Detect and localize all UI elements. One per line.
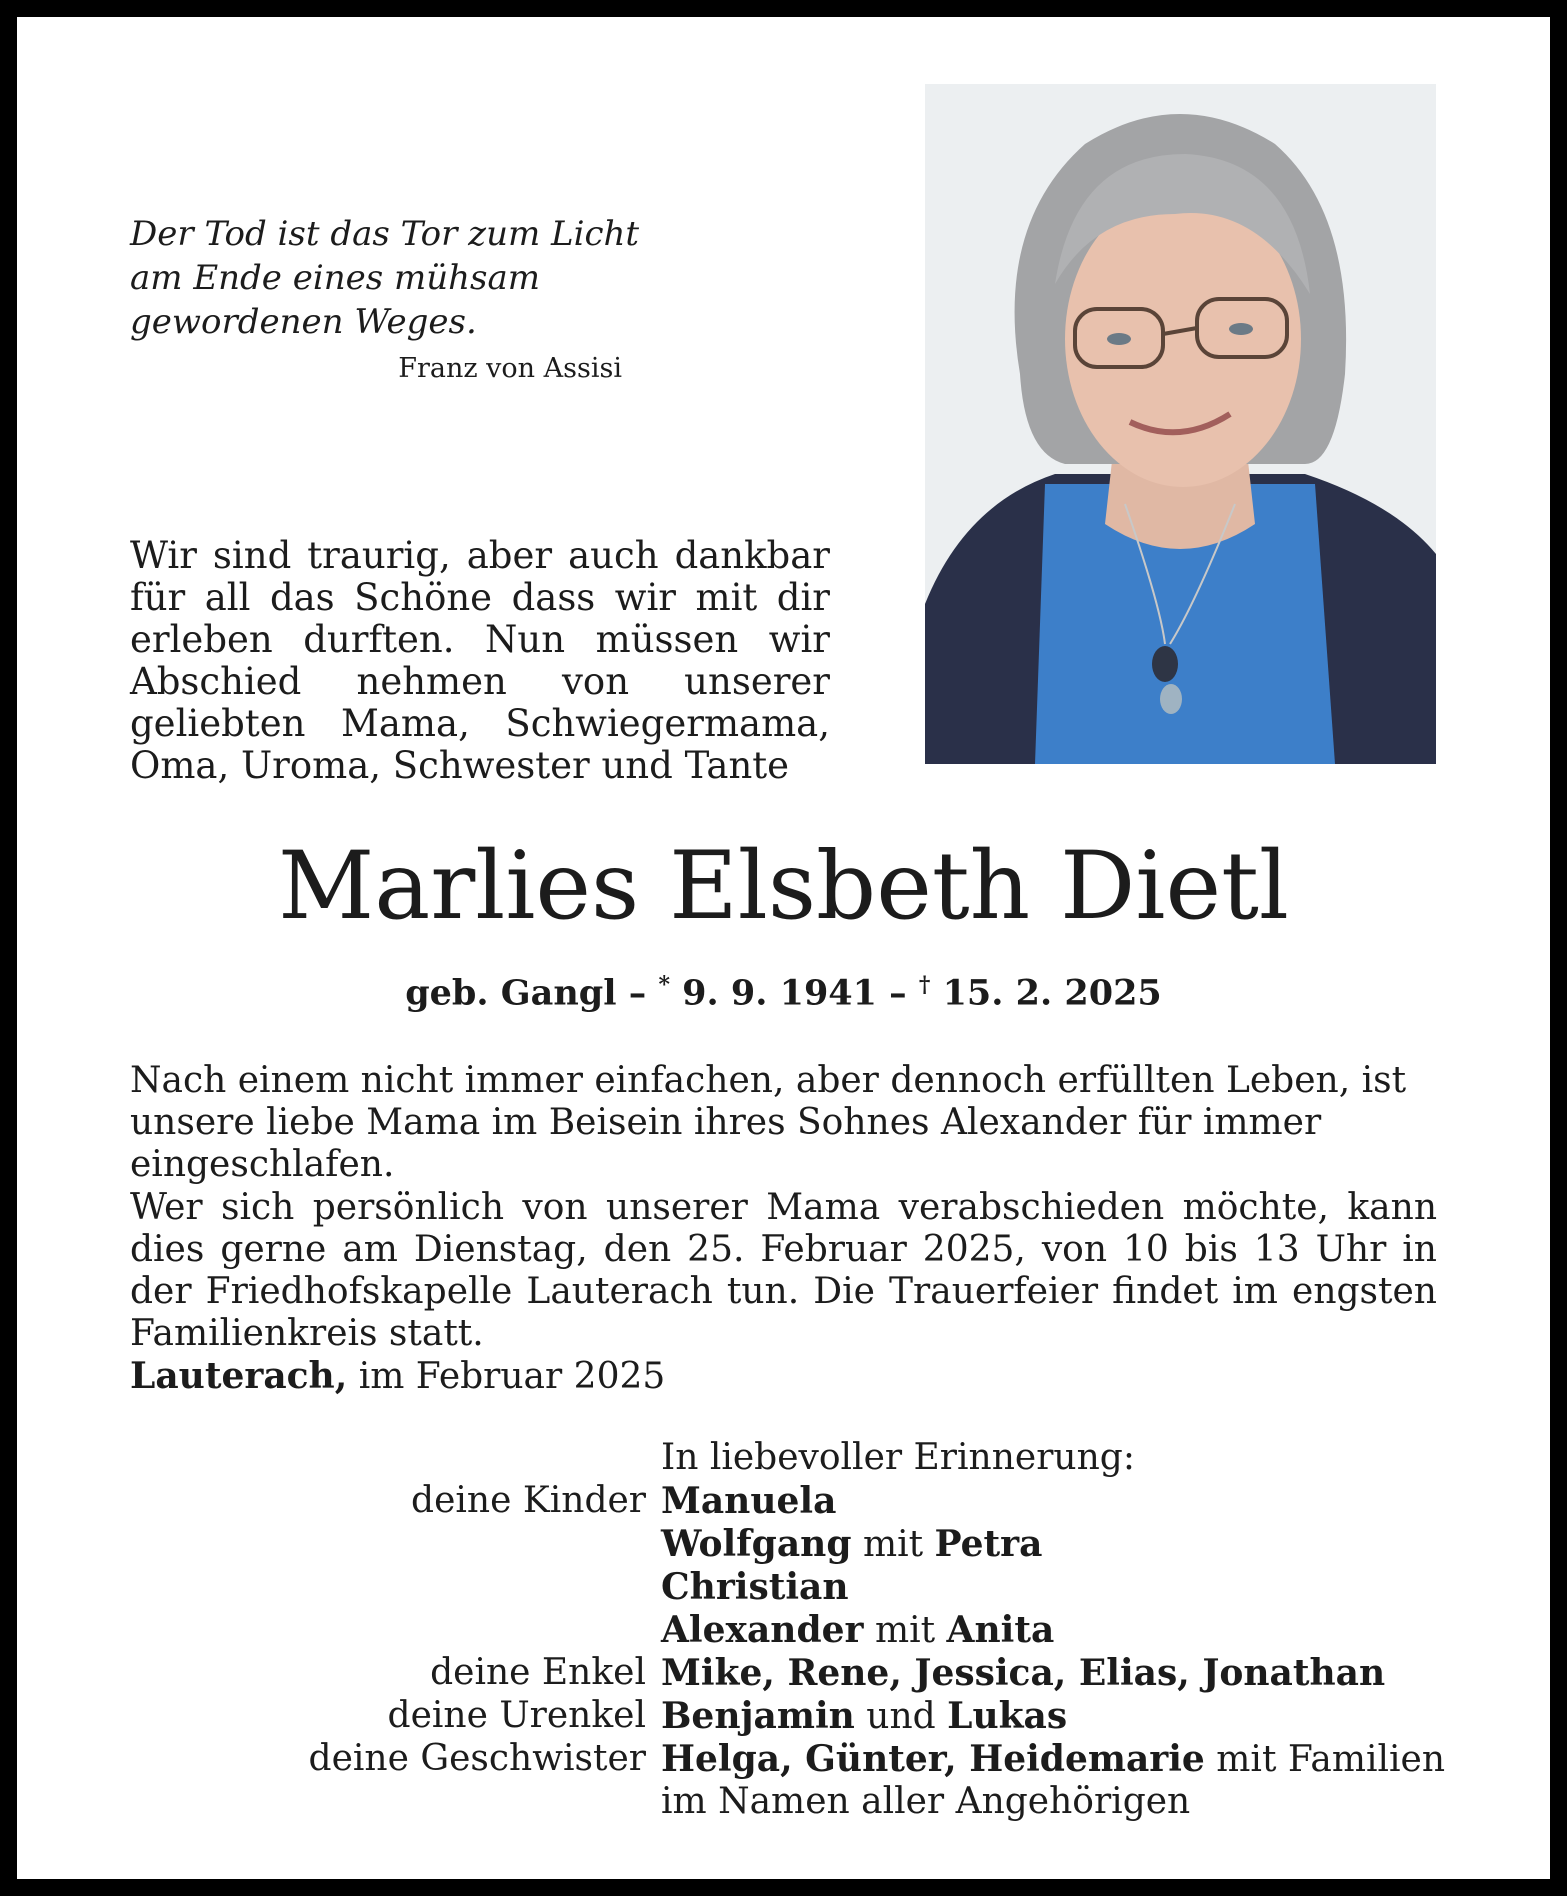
- deceased-name: Marlies Elsbeth Dietl: [278, 832, 1289, 941]
- mourner-connector: mit: [851, 1524, 935, 1565]
- mourner-names: [661, 1480, 1470, 1523]
- mourner-names: [661, 1523, 1470, 1566]
- life-dates: [17, 972, 1550, 1014]
- mourner-row: [130, 1695, 1470, 1738]
- mourner-names: [661, 1609, 1470, 1652]
- mourner-relation: deine Kinder: [411, 1480, 646, 1521]
- separator: –: [616, 972, 659, 1014]
- mourner-relation: deine Enkel: [430, 1652, 646, 1693]
- body-paragraph-2: Wer sich persönlich von unserer Mama verabschieden möchte, kann dies gerne am Dienstag, den 25. Februar 2025, von 10 bis 13 Uhr in der Friedhofskapelle Lauterach tun. Die Trauerfeier findet im engsten Familienkreis statt.: [130, 1187, 1437, 1354]
- place-date: [130, 1355, 665, 1397]
- mourner-name: Petra: [934, 1523, 1043, 1565]
- mourner-names: [661, 1738, 1470, 1781]
- mourner-connector: mit: [863, 1610, 947, 1651]
- birth-symbol: *: [658, 972, 670, 998]
- mourner-names: [661, 1566, 1470, 1609]
- intro-text: Wir sind traurig, aber auch dankbar für all das Schöne dass wir mit dir erleben durften. Nun müssen wir Abschied nehmen von unserer geliebten Mama, Schwiegermama, Oma, Uroma, Schwester und Tante: [130, 534, 830, 787]
- mourner-name: Mike, Rene, Jessica, Elias, Jonathan: [661, 1652, 1386, 1694]
- obituary-page: [17, 17, 1550, 1879]
- remembrance-heading: In liebevoller Erinnerung:: [661, 1437, 1135, 1478]
- mourners-list: [130, 1480, 1470, 1823]
- mourner-relation: deine Geschwister: [308, 1738, 646, 1779]
- portrait-photo: [925, 84, 1436, 764]
- quote-line: am Ende eines mühsam: [130, 258, 540, 298]
- mourner-name: Wolfgang: [661, 1523, 852, 1565]
- death-symbol: †: [918, 972, 931, 998]
- separator: –: [877, 972, 919, 1014]
- mourner-name: Manuela: [661, 1480, 837, 1522]
- birth-date: 9. 9. 1941: [669, 972, 877, 1014]
- mourner-names: [661, 1652, 1470, 1695]
- mourner-relation: [130, 1566, 661, 1609]
- mourner-connector: im Namen aller Angehörigen: [661, 1781, 1191, 1822]
- mourner-row: [130, 1781, 1470, 1823]
- death-date: 15. 2. 2025: [930, 972, 1162, 1014]
- mourner-row: [130, 1523, 1470, 1566]
- place-city: Lauterach,: [130, 1355, 348, 1397]
- mourner-relation: [130, 1523, 661, 1566]
- mourner-name: Helga, Günter, Heidemarie: [661, 1738, 1205, 1780]
- mourner-name: Benjamin: [661, 1695, 855, 1737]
- mourner-row: [130, 1566, 1470, 1609]
- place-date-text: im Februar 2025: [347, 1356, 666, 1397]
- mourner-row: [130, 1738, 1470, 1781]
- quote: [130, 212, 650, 344]
- mourner-relation: [130, 1609, 661, 1652]
- body-paragraph-1: Nach einem nicht immer einfachen, aber dennoch erfüllten Leben, ist unsere liebe Mama im Beisein ihres Sohnes Alexander für immer eingeschlafen.: [130, 1060, 1407, 1185]
- quote-line: gewordenen Weges.: [130, 302, 477, 342]
- mourner-row: [130, 1652, 1470, 1695]
- mourner-name: Christian: [661, 1566, 849, 1608]
- quote-author: Franz von Assisi: [398, 353, 622, 384]
- mourner-relation: [130, 1781, 661, 1823]
- mourner-relation: deine Urenkel: [387, 1695, 646, 1736]
- portrait-illustration: [925, 84, 1436, 764]
- mourner-connector: und: [854, 1696, 948, 1737]
- mourner-row: [130, 1609, 1470, 1652]
- mourner-name: Anita: [946, 1609, 1055, 1651]
- quote-line: Der Tod ist das Tor zum Licht: [130, 214, 640, 254]
- mourner-names: [661, 1695, 1470, 1738]
- mourner-name: Alexander: [661, 1609, 864, 1651]
- mourner-name: Lukas: [947, 1695, 1068, 1737]
- born-name: geb. Gangl: [405, 972, 617, 1014]
- mourner-connector: mit Familien: [1204, 1739, 1446, 1780]
- mourner-row: [130, 1480, 1470, 1523]
- mourner-names: [661, 1781, 1470, 1823]
